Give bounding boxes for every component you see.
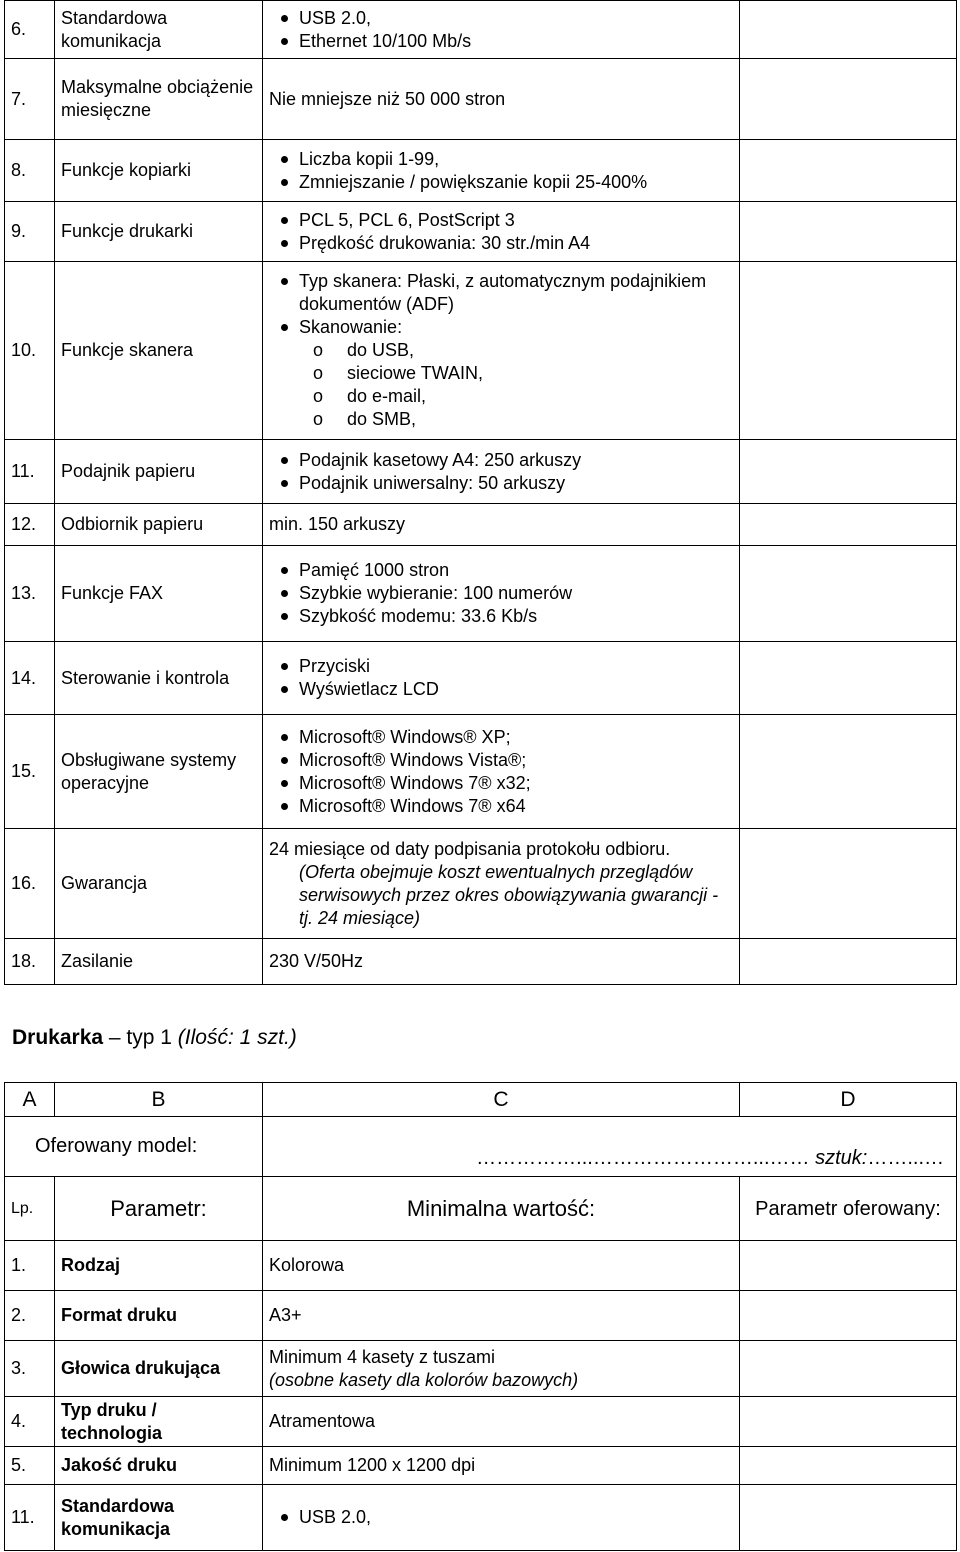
param-value [263, 829, 740, 939]
table-row [5, 504, 957, 546]
param-name: Funkcje skanera [55, 262, 263, 440]
bullet-item: Zmniejszanie / powiększanie kopii 25-400% [273, 171, 733, 194]
param-name: Podajnik papieru [55, 440, 263, 504]
bullet-item: Podajnik uniwersalny: 50 arkuszy [273, 472, 733, 495]
offered-cell[interactable] [740, 715, 957, 829]
param-value: Nie mniejsze niż 50 000 stron [263, 59, 740, 140]
param-name: Standardowa komunikacja [55, 1485, 263, 1551]
column-letter: B [55, 1083, 263, 1117]
param-name: Format druku [55, 1291, 263, 1341]
row-number: 13. [5, 546, 55, 642]
offered-cell[interactable] [740, 202, 957, 262]
warranty-text: 24 miesiące od daty podpisania protokołu odbioru. [269, 838, 671, 859]
offered-cell[interactable] [740, 440, 957, 504]
offered-cell[interactable] [740, 504, 957, 546]
param-value [263, 140, 740, 202]
bullet-item: PCL 5, PCL 6, PostScript 3 [273, 209, 733, 232]
row-number: 7. [5, 59, 55, 140]
param-value [263, 546, 740, 642]
row-number: 18. [5, 939, 55, 985]
param-name: Funkcje drukarki [55, 202, 263, 262]
bullet-item: Pamięć 1000 stron [273, 559, 733, 582]
param-value [263, 440, 740, 504]
offered-cell[interactable] [740, 140, 957, 202]
table-row [5, 642, 957, 715]
row-number: 5. [5, 1447, 55, 1485]
param-name: Obsługiwane systemy operacyjne [55, 715, 263, 829]
table-row [5, 1447, 957, 1485]
column-letter: C [263, 1083, 740, 1117]
header-row [5, 1177, 957, 1241]
warranty-note: (Oferta obejmuje koszt ewentualnych przeglądów serwisowych przez okres obowiązywania gwarancji - tj. 24 miesiące) [299, 861, 719, 928]
row-number: 14. [5, 642, 55, 715]
bullet-item: Ethernet 10/100 Mb/s [273, 30, 733, 53]
spec-table-1 [4, 0, 957, 985]
param-name: Gwarancja [55, 829, 263, 939]
sztuk-label: sztuk: [815, 1147, 868, 1169]
letters-row [5, 1083, 957, 1117]
table-row [5, 262, 957, 440]
offered-cell[interactable] [740, 1341, 957, 1397]
row-number: 4. [5, 1397, 55, 1447]
bullet-item: Podajnik kasetowy A4: 250 arkuszy [273, 449, 733, 472]
row-number: 12. [5, 504, 55, 546]
bullet-item: Wyświetlacz LCD [273, 678, 733, 701]
table-row [5, 59, 957, 140]
param-value [263, 202, 740, 262]
offered-cell[interactable] [740, 1485, 957, 1551]
bullet-item: USB 2.0, [273, 7, 733, 30]
table-row [5, 1, 957, 59]
bullet-item: Microsoft® Windows® XP; [273, 726, 733, 749]
bullet-item: Microsoft® Windows 7® x64 [273, 795, 733, 818]
bullet-item: Prędkość drukowania: 30 str./min A4 [273, 232, 733, 255]
param-name: Zasilanie [55, 939, 263, 985]
bullet-item: Szybkie wybieranie: 100 numerów [273, 582, 733, 605]
table-row [5, 1341, 957, 1397]
param-value: Atramentowa [263, 1397, 740, 1447]
param-value [263, 715, 740, 829]
model-field[interactable] [263, 1117, 957, 1177]
row-number: 11. [5, 440, 55, 504]
sztuk-dots: ……...… [867, 1147, 944, 1169]
table-row [5, 939, 957, 985]
row-number: 16. [5, 829, 55, 939]
param-name: Typ druku / technologia [55, 1397, 263, 1447]
offered-cell[interactable] [740, 1, 957, 59]
bullet-item: Typ skanera: Płaski, z automatycznym podajnikiem dokumentów (ADF) [273, 270, 733, 316]
param-name: Odbiornik papieru [55, 504, 263, 546]
param-name: Maksymalne obciążenie miesięczne [55, 59, 263, 140]
sub-item: o do e-mail, [309, 385, 733, 408]
row-number: 6. [5, 1, 55, 59]
heading-title: Drukarka [12, 1026, 104, 1049]
param-value [263, 1341, 740, 1397]
sub-item: o do USB, [309, 339, 733, 362]
param-value: min. 150 arkuszy [263, 504, 740, 546]
lp-header: Lp. [5, 1177, 55, 1241]
table-row [5, 1485, 957, 1551]
param-value [263, 1485, 740, 1551]
param-name: Standardowa komunikacja [55, 1, 263, 59]
row-number: 1. [5, 1241, 55, 1291]
table-row [5, 202, 957, 262]
param-value: 230 V/50Hz [263, 939, 740, 985]
value-note: (osobne kasety dla kolorów bazowych) [269, 1369, 579, 1390]
column-letter: A [5, 1083, 55, 1117]
bullet-item: USB 2.0, [273, 1506, 733, 1529]
model-label: Oferowany model: [5, 1117, 263, 1177]
heading-quantity: (Ilość: 1 szt.) [177, 1026, 297, 1049]
bullet-item: Szybkość modemu: 33.6 Kb/s [273, 605, 733, 628]
table-row [5, 440, 957, 504]
bullet-item: Microsoft® Windows Vista®; [273, 749, 733, 772]
column-letter: D [740, 1083, 957, 1117]
table-row [5, 715, 957, 829]
offered-cell[interactable] [740, 262, 957, 440]
section-heading [12, 1026, 297, 1050]
offered-cell[interactable] [740, 1447, 957, 1485]
offered-cell[interactable] [740, 1397, 957, 1447]
row-number: 11. [5, 1485, 55, 1551]
bullet-item: Przyciski [273, 655, 733, 678]
table-row [5, 140, 957, 202]
table-row [5, 1397, 957, 1447]
param-name: Funkcje FAX [55, 546, 263, 642]
bullet-item: Microsoft® Windows 7® x32; [273, 772, 733, 795]
param-value [263, 1, 740, 59]
row-number: 15. [5, 715, 55, 829]
param-value: Kolorowa [263, 1241, 740, 1291]
sub-item: o sieciowe TWAIN, [309, 362, 733, 385]
offered-cell[interactable] [740, 546, 957, 642]
table-row [5, 1291, 957, 1341]
param-value: Minimum 1200 x 1200 dpi [263, 1447, 740, 1485]
param-name: Rodzaj [55, 1241, 263, 1291]
bullet-item: Liczba kopii 1-99, [273, 148, 733, 171]
offered-cell[interactable] [740, 642, 957, 715]
offered-cell[interactable] [740, 829, 957, 939]
value-line: Minimum 4 kasety z tuszami [269, 1346, 496, 1367]
offered-cell[interactable] [740, 1291, 957, 1341]
min-value-header: Minimalna wartość: [263, 1177, 740, 1241]
offered-cell[interactable] [740, 939, 957, 985]
bullet-item: Skanowanie: [273, 316, 733, 339]
offered-cell[interactable] [740, 1241, 957, 1291]
row-number: 9. [5, 202, 55, 262]
offered-header: Parametr oferowany: [740, 1177, 957, 1241]
table-row [5, 829, 957, 939]
row-number: 8. [5, 140, 55, 202]
row-number: 2. [5, 1291, 55, 1341]
table-row [5, 1241, 957, 1291]
param-name: Sterowanie i kontrola [55, 642, 263, 715]
model-row [5, 1117, 957, 1177]
param-name: Jakość druku [55, 1447, 263, 1485]
offered-cell[interactable] [740, 59, 957, 140]
row-number: 10. [5, 262, 55, 440]
param-header: Parametr: [55, 1177, 263, 1241]
row-number: 3. [5, 1341, 55, 1397]
param-value: A3+ [263, 1291, 740, 1341]
model-dots: ……………...……………………...…… [476, 1147, 810, 1169]
spec-table-2 [4, 1082, 957, 1551]
table-row [5, 546, 957, 642]
param-name: Funkcje kopiarki [55, 140, 263, 202]
param-name: Głowica drukująca [55, 1341, 263, 1397]
param-value [263, 262, 740, 440]
sub-item: o do SMB, [309, 408, 733, 431]
param-value [263, 642, 740, 715]
heading-type: – typ 1 [103, 1026, 178, 1049]
